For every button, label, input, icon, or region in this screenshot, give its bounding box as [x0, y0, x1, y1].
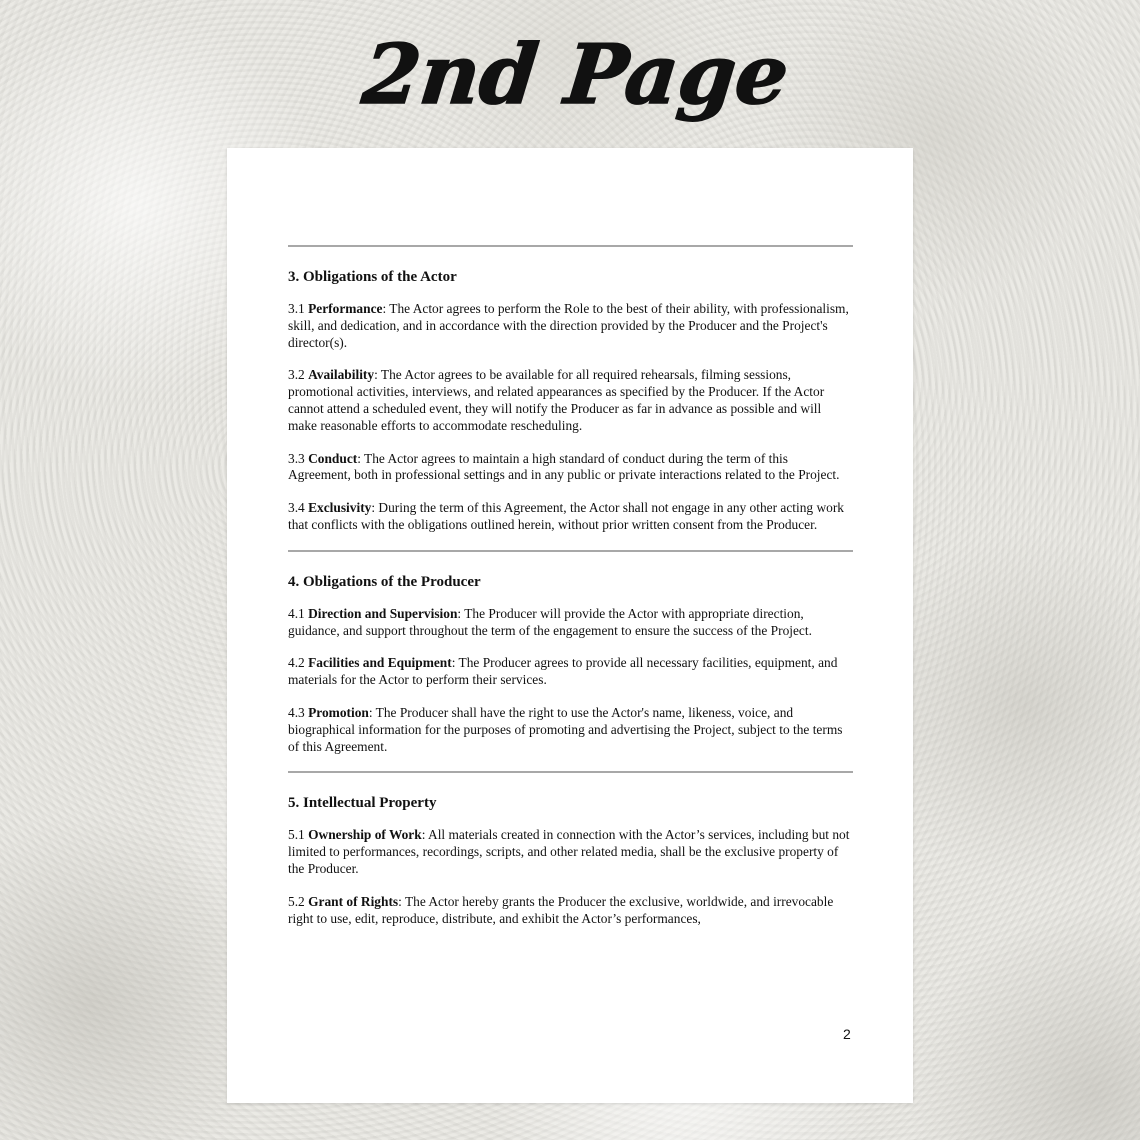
document-content: [288, 245, 853, 927]
section-heading: 4. Obligations of the Producer: [288, 573, 481, 590]
page-number: 2: [843, 1026, 851, 1042]
clause-5-2: [288, 894, 853, 928]
clause-text: : All materials created in connection with the Actor’s services, including but not limited to performances, recordings, scripts, and other related media, shall be the exclusive property of the Producer.: [288, 827, 850, 876]
clause-text: : During the term of this Agreement, the Actor shall not engage in any other acting work that conflicts with the obligations outlined herein, without prior written consent from the Producer.: [288, 500, 844, 532]
clause-3-3: [288, 451, 853, 485]
clause-term: Direction and Supervision: [308, 605, 458, 621]
clause-term: Availability: [308, 367, 375, 383]
clause-number: 3.2: [288, 367, 305, 383]
clause-3-2: [288, 367, 853, 434]
section-divider: [288, 771, 853, 773]
section-divider: [288, 550, 853, 552]
clause-number: 4.2: [288, 655, 305, 671]
document-page: [227, 148, 913, 1103]
clause-term: Facilities and Equipment: [308, 655, 452, 671]
clause-number: 4.3: [288, 704, 305, 720]
clause-number: 3.4: [288, 500, 305, 516]
clause-text: : The Actor agrees to maintain a high standard of conduct during the term of this Agreement, both in professional settings and in any public or private interactions related to the Project.: [288, 450, 840, 483]
clause-text: : The Producer agrees to provide all necessary facilities, equipment, and materials for the Actor to perform their services.: [288, 655, 838, 688]
clause-3-4: [288, 500, 853, 534]
clause-5-1: [288, 827, 853, 877]
banner-title-text: 2nd Page: [358, 27, 794, 123]
clause-text: : The Actor hereby grants the Producer the exclusive, worldwide, and irrevocable right to use, edit, reproduce, distribute, and exhibit the Actor’s performances,: [288, 893, 834, 926]
clause-number: 4.1: [288, 605, 305, 621]
clause-term: Grant of Rights: [308, 893, 399, 909]
clause-term: Promotion: [308, 704, 369, 720]
section-heading: 3. Obligations of the Actor: [288, 269, 457, 285]
clause-term: Exclusivity: [308, 500, 372, 516]
clause-term: Ownership of Work: [308, 827, 422, 843]
section-obligations-producer: [288, 550, 853, 756]
clause-number: 3.1: [288, 301, 305, 316]
clause-text: : The Producer shall have the right to use the Actor's name, likeness, voice, and biographical information for the purposes of promoting and advertising the Project, subject to the terms of this Agreement.: [288, 704, 843, 754]
banner-title-script: [0, 6, 1140, 136]
clause-4-3: [288, 705, 853, 755]
section-heading: 5. Intellectual Property: [288, 795, 437, 812]
clause-number: 5.1: [288, 827, 305, 843]
clause-term: Performance: [308, 301, 383, 316]
section-divider: [288, 245, 853, 247]
clause-number: 3.3: [288, 450, 305, 466]
clause-text: : The Actor agrees to perform the Role to the best of their ability, with professionalism, skill, and dedication, and in accordance with the direction provided by the Producer and the Project's director(s).: [288, 301, 849, 350]
section-obligations-actor: [288, 245, 853, 534]
section-intellectual-property: [288, 771, 853, 927]
clause-number: 5.2: [288, 893, 305, 909]
banner-title: [0, 6, 1140, 136]
clause-4-1: [288, 606, 853, 640]
clause-text: : The Actor agrees to be available for all required rehearsals, filming sessions, promotional activities, interviews, and related appearances as specified by the Producer. If the Actor cannot attend a scheduled event, they will notify the Producer as far in advance as possible and will make reasonable efforts to accommodate rescheduling.: [288, 367, 825, 433]
clause-3-1: [288, 301, 853, 351]
clause-text: : The Producer will provide the Actor with appropriate direction, guidance, and support throughout the term of the engagement to ensure the success of the Project.: [288, 605, 812, 638]
clause-term: Conduct: [308, 450, 358, 466]
clause-4-2: [288, 655, 853, 689]
